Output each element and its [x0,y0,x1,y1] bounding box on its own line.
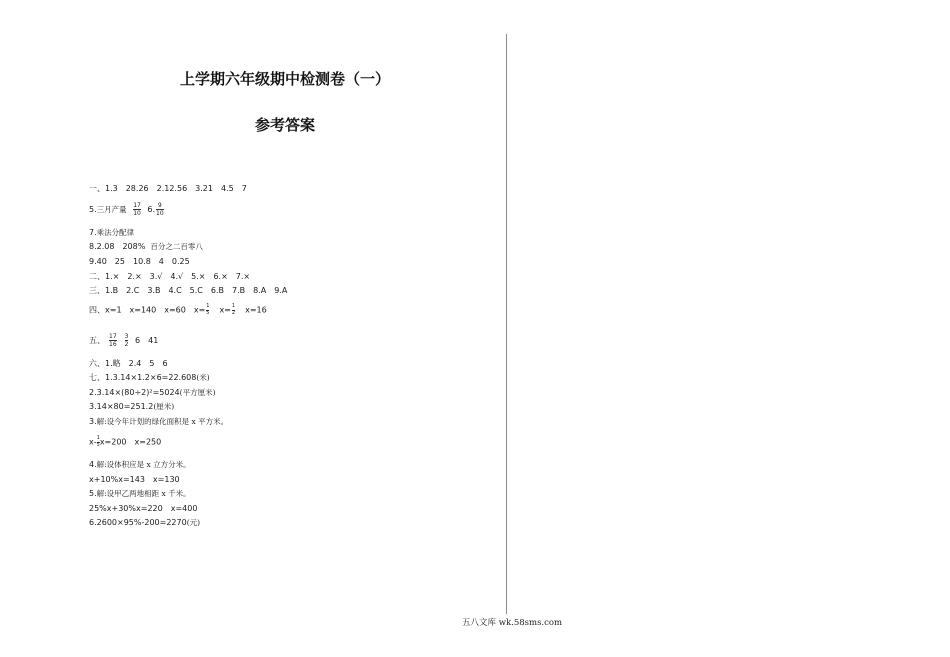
answer-line-5: 9.40 25 10.8 4 0.25 [89,257,190,266]
answer-line-19: 25%x+30%x=220 x=400 [89,504,198,513]
answer-text: 7. [89,228,97,237]
fraction-denominator: 5 [96,441,100,448]
answer-text: x=16 [245,305,267,315]
fraction-numerator: 1 [96,435,100,441]
answer-text-cn: 解:设今年计划的绿化面积是 x 平方米。 [96,417,229,426]
answer-line-13 [89,402,174,412]
answer-unit: (米) [196,373,210,382]
answer-text: 5. [89,205,97,214]
answer-line-12 [89,388,216,398]
answer-line-3 [89,228,134,238]
answer-text: 4. [89,460,97,469]
column-divider [506,34,507,614]
answer-text: x= [219,305,231,315]
fraction-numerator: 17 [109,333,117,340]
fraction-denominator: 5 [206,309,210,316]
answer-line-10: 六、1.略 2.4 5 6 [89,359,168,368]
answer-line-9 [89,333,158,348]
fraction [109,333,117,348]
answer-text: x- [89,437,97,447]
fraction [156,202,164,217]
answer-line-20 [89,518,200,528]
answer-line-14 [89,417,228,427]
answer-unit: (平方厘米) [179,388,216,397]
answer-line-11 [89,373,210,383]
answer-line-15 [89,436,161,448]
answer-text-cn: 乘法分配律 [96,228,135,237]
answer-text: 3.14×80=251.2 [89,402,154,411]
fraction-denominator: 10 [133,210,141,217]
fraction-numerator: 1 [231,303,236,309]
answer-text: 五、 [89,336,105,345]
fraction-numerator: 9 [157,202,162,209]
answer-text-cn: 三月产量 [96,205,127,214]
fraction-denominator: 10 [156,210,164,217]
fraction [133,202,141,217]
answer-text: 8.2.08 208% [89,242,146,251]
fraction-numerator: 17 [133,202,141,209]
fraction-denominator: 2 [231,309,236,316]
answer-text-cn: 解:设甲乙两地相距 x 千米。 [96,489,191,498]
answer-line-17: x+10%x=143 x=130 [89,475,180,484]
page-title: 上学期六年级期中检测卷（一） [179,70,390,88]
answer-line-8 [89,304,267,316]
fraction [125,333,129,348]
answer-text-cn: 百分之二百零八 [150,242,203,251]
page-subtitle: 参考答案 [254,116,315,134]
answer-line-18 [89,489,191,499]
answer-text: 6.2600×95%-200=2270 [89,518,187,527]
answer-text: 6. [147,205,156,214]
answer-text: 四、 [89,305,105,315]
fraction [206,304,209,316]
answer-text: 3. [89,417,97,426]
answer-line-6: 二、1.× 2.× 3.√ 4.√ 5.× 6.× 7.× [89,272,251,281]
answer-line-1: 一、1.3 28.26 2.12.56 3.21 4.5 7 [89,184,247,193]
answer-text: x=1 x=140 x=60 x= [105,305,206,315]
fraction-numerator: 1 [206,303,210,309]
answer-text: 5. [89,489,97,498]
answer-line-2 [89,202,168,217]
answer-text: x=200 x=250 [99,437,162,447]
answer-text-cn: 解:设体积应是 x 立方分米。 [96,460,191,469]
answer-text: 七、1.3.14×1.2×6=22.608 [89,373,197,382]
answer-line-16 [89,460,191,470]
answer-unit: (厘米) [153,402,175,411]
fraction [232,304,235,316]
answer-text: 6 41 [135,336,159,345]
answer-unit: (元) [186,518,201,527]
answer-text: 2.3.14×(80÷2)²=5024 [89,388,180,397]
page-footer: 五八文库 wk.58sms.com [462,618,563,628]
answer-line-7: 三、1.B 2.C 3.B 4.C 5.C 6.B 7.B 8.A 9.A [89,286,288,295]
fraction-numerator: 3 [124,333,129,340]
fraction-denominator: 2 [124,341,129,348]
answer-line-4 [89,242,203,252]
fraction-denominator: 16 [109,341,117,348]
